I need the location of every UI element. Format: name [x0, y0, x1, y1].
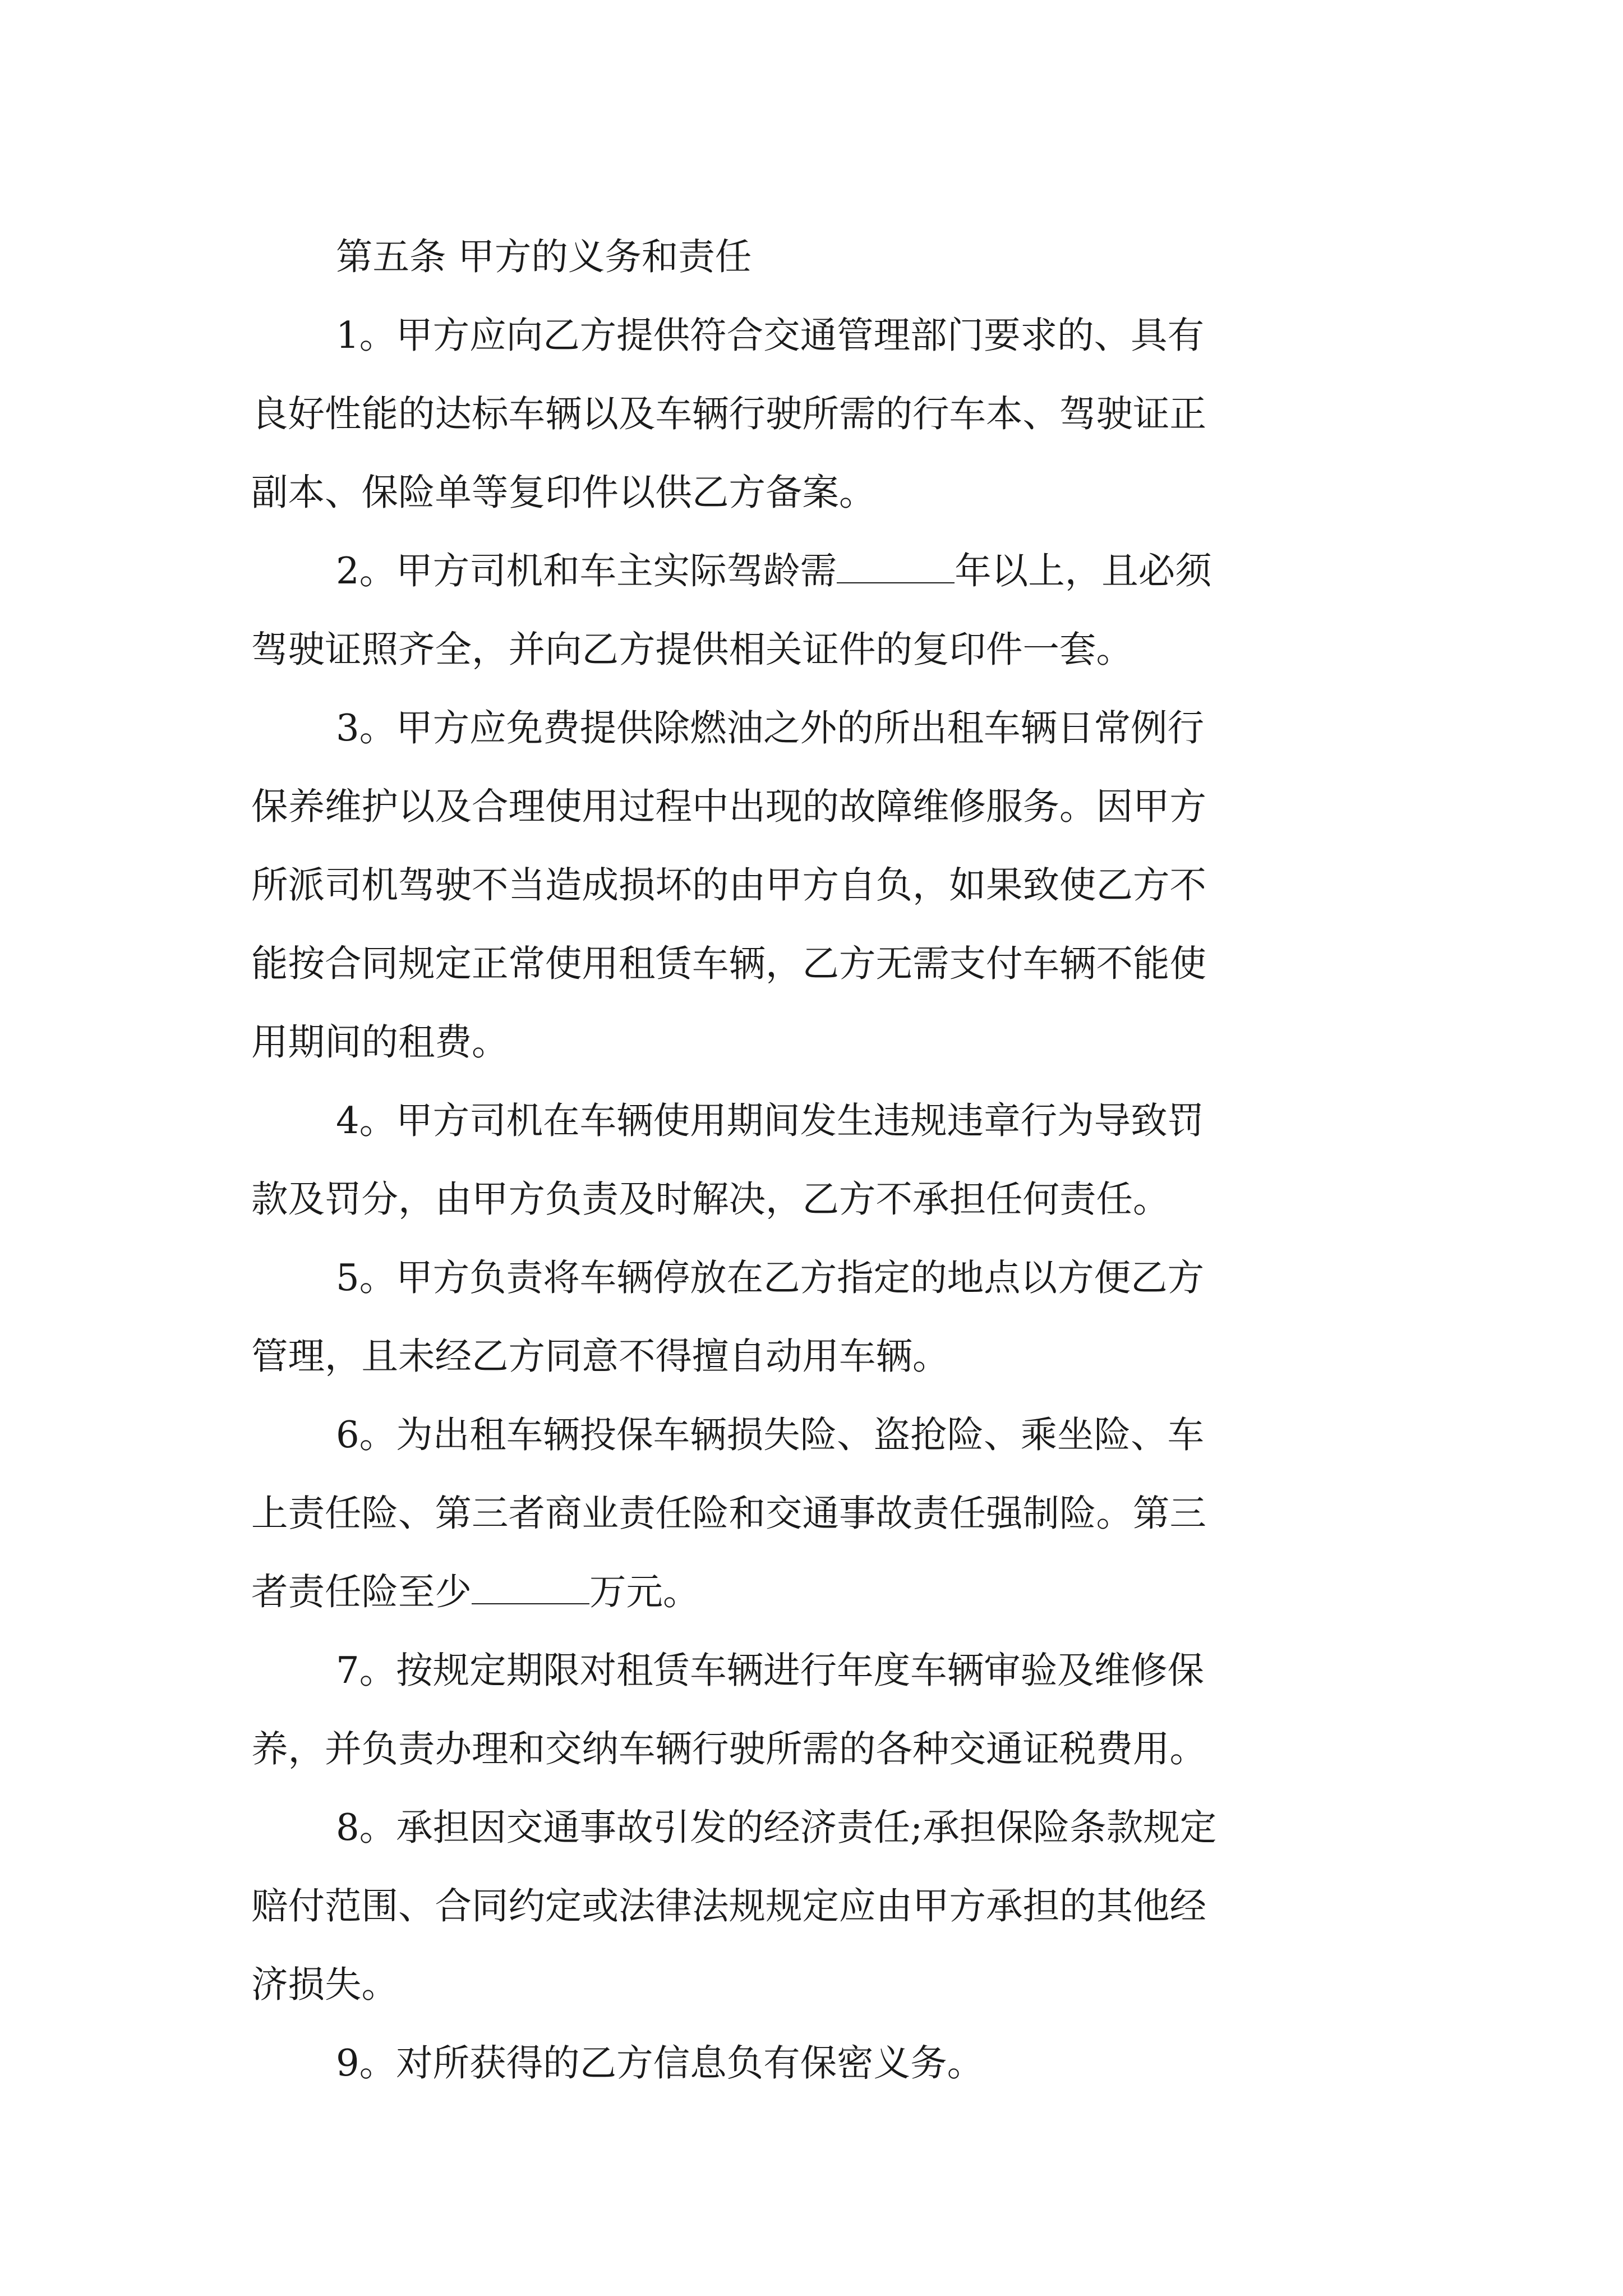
- clause-4-line-1: 4。甲方司机在车辆使用期间发生违规违章行为导致罚: [336, 1099, 1205, 1142]
- clause-3-line-2: 保养维护以及合理使用过程中出现的故障维修服务。因甲方: [251, 785, 1207, 828]
- clause-6-line-1: 6。为出租车辆投保车辆损失险、盗抢险、乘坐险、车: [336, 1414, 1205, 1456]
- driving-years-blank: [837, 551, 955, 583]
- clause-2: [251, 532, 1393, 689]
- clause-7: [251, 1631, 1393, 1788]
- insurance-amount-blank: [472, 1572, 589, 1604]
- clause-3: [251, 689, 1393, 1082]
- clause-3-line-4: 能按合同规定正常使用租赁车辆，乙方无需支付车辆不能使: [251, 942, 1207, 985]
- clause-6-text-before-blank: 者责任险至少: [251, 1571, 472, 1613]
- clause-8-line-3: 济损失。: [251, 1963, 399, 2006]
- section-heading: 第五条 甲方的义务和责任: [336, 236, 752, 278]
- clause-2-text-before-blank: 2。甲方司机和车主实际驾龄需: [336, 550, 837, 592]
- clause-7-line-2: 养，并负责办理和交纳车辆行驶所需的各种交通证税费用。: [251, 1728, 1207, 1770]
- clause-1-line-1: 1。甲方应向乙方提供符合交通管理部门要求的、具有: [336, 314, 1205, 357]
- clause-7-line-1: 7。按规定期限对租赁车辆进行年度车辆审验及维修保: [336, 1649, 1205, 1692]
- clause-6-line-3: [251, 1553, 1393, 1631]
- clause-1-line-3: 副本、保险单等复印件以供乙方备案。: [251, 471, 876, 514]
- clause-8-line-2: 赔付范围、合同约定或法律法规规定应由甲方承担的其他经: [251, 1885, 1207, 1927]
- clause-3-line-5: 用期间的租费。: [251, 1021, 509, 1064]
- clause-5: [251, 1239, 1393, 1396]
- document-page: [251, 218, 1393, 2102]
- clause-2-line-1: [251, 532, 1393, 610]
- clause-6-line-2: 上责任险、第三者商业责任险和交通事故责任强制险。第三: [251, 1492, 1207, 1535]
- clause-5-line-1: 5。甲方负责将车辆停放在乙方指定的地点以方便乙方: [336, 1257, 1205, 1299]
- clause-2-line-2: 驾驶证照齐全，并向乙方提供相关证件的复印件一套。: [251, 628, 1133, 671]
- clause-9: [251, 2024, 1393, 2102]
- clause-6-text-after-blank: 万元。: [589, 1571, 700, 1613]
- clause-6: [251, 1396, 1393, 1631]
- clause-5-line-2: 管理，且未经乙方同意不得擅自动用车辆。: [251, 1335, 949, 1378]
- clause-4-line-2: 款及罚分，由甲方负责及时解决，乙方不承担任何责任。: [251, 1178, 1170, 1221]
- clause-2-text-after-blank: 年以上，且必须: [955, 550, 1212, 592]
- clause-8-line-1: 8。承担因交通事故引发的经济责任;承担保险条款规定: [336, 1806, 1217, 1849]
- clause-1: [251, 296, 1393, 532]
- clause-4: [251, 1082, 1393, 1239]
- clause-1-line-2: 良好性能的达标车辆以及车辆行驶所需的行车本、驾驶证正: [251, 393, 1207, 435]
- clause-3-line-1: 3。甲方应免费提供除燃油之外的所出租车辆日常例行: [336, 707, 1205, 749]
- clause-9-line-1: 9。对所获得的乙方信息负有保密义务。: [336, 2042, 984, 2085]
- clause-3-line-3: 所派司机驾驶不当造成损坏的由甲方自负，如果致使乙方不: [251, 864, 1207, 907]
- clause-8: [251, 1788, 1393, 2024]
